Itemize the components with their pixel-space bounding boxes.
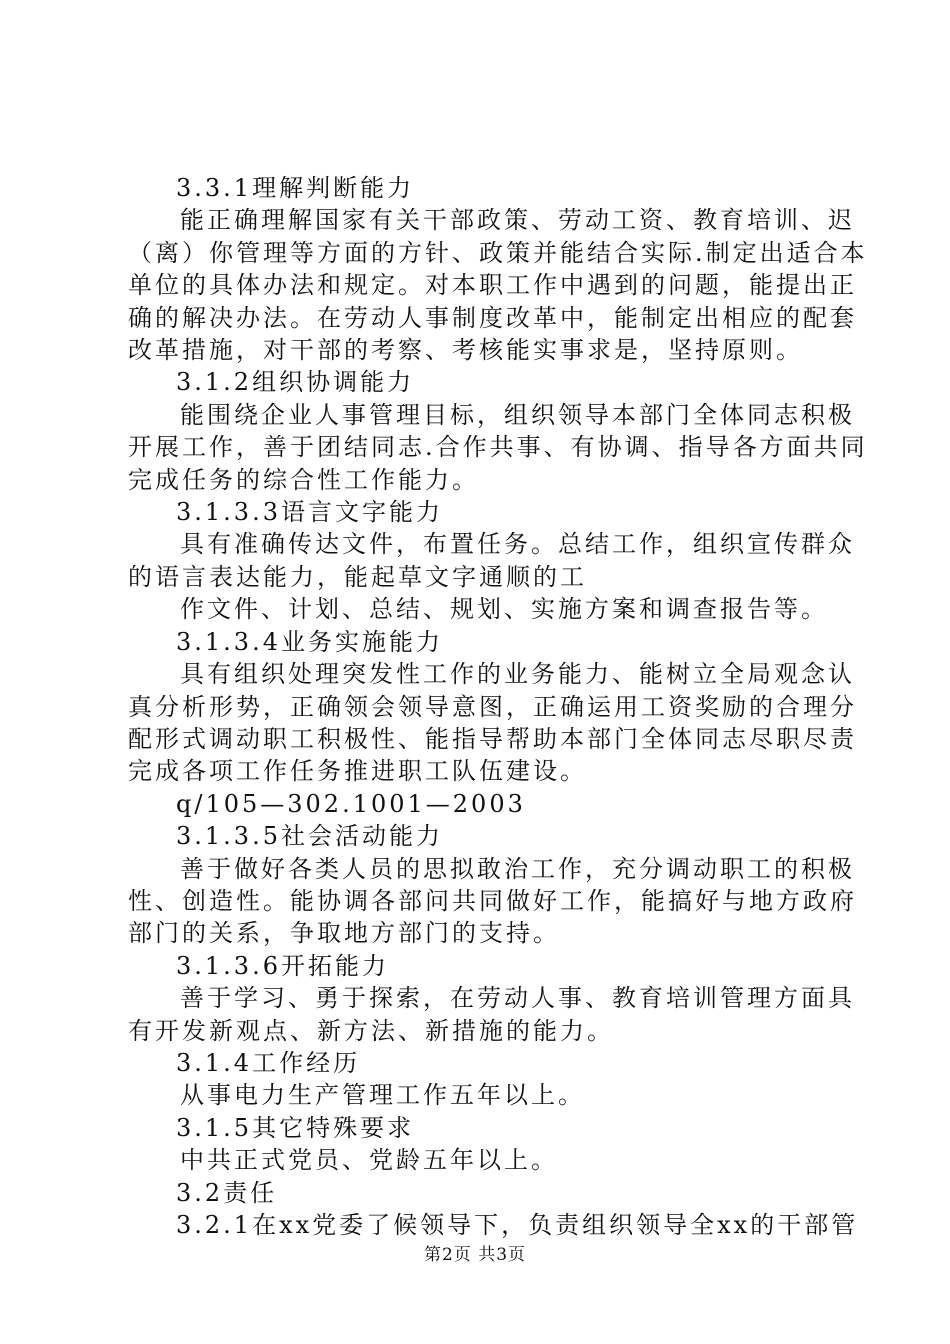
section-heading: 3.3.1理解判断能力 [176,174,415,202]
section-heading: 3.1.3.5社会活动能力 [176,822,443,851]
paragraph-line: 确的解决办法。在劳动人事制度改革中，能制定出相应的配套 [128,303,857,332]
paragraph-line: 性、创造性。能协调各部问共同做好工作，能搞好与地方政府 [128,886,857,915]
paragraph-line: 能围绕企业人事管理目标，组织领导本部门全体同志积极 [180,400,855,429]
paragraph-line: 完成任务的综合性工作能力。 [128,465,479,494]
paragraph-line: 能正确理解国家有关干部政策、劳动工资、教育培训、迟 [180,206,855,235]
paragraph-line: 中共正式党员、党龄五年以上。 [180,1146,558,1175]
paragraph-line: 真分析形势，正确领会领导意图，正确运用工资奖励的合理分 [128,692,857,721]
paragraph-line: 的语言表达能力，能起草文字通顺的工 [128,562,587,591]
paragraph-line: 作文件、计划、总结、规划、实施方案和调查报告等。 [180,595,828,624]
paragraph-line: 具有组织处理突发性工作的业务能力、能树立全局观念认 [180,660,855,689]
section-heading: 3.1.3.4业务实施能力 [176,627,443,656]
section-heading: 3.1.2组织协调能力 [176,368,415,397]
document-body [128,172,868,1241]
paragraph-line: 完成各项工作任务推进职工队伍建设。 [128,757,587,786]
paragraph-line: 从事电力生产管理工作五年以上。 [180,1081,585,1110]
paragraph-line: 具有准确传达文件，布置任务。总结工作，组织宣传群众 [180,530,855,559]
paragraph-line: 部门的关系，争取地方部门的支持。 [128,919,560,948]
paragraph-line: 单位的具体办法和规定。对本职工作中遇到的问题，能提出正 [128,271,857,300]
paragraph-line: 开展工作，善于团结同志.合作共事、有协调、指导各方面共同 [128,433,868,462]
section-heading: 3.1.3.6开拓能力 [176,951,389,980]
section-heading: 3.1.4工作经历 [176,1048,361,1077]
section-heading: 3.2责任 [176,1178,278,1207]
section-heading: q/105—302.1001—2003 [176,789,526,818]
paragraph-line: 改革措施，对干部的考察、考核能实事求是，坚持原则。 [128,336,803,365]
paragraph-line: 善于学习、勇于探索，在劳动人事、教育培训管理方面具 [180,984,855,1013]
paragraph-line: 有开发新观点、新方法、新措施的能力。 [128,1016,614,1045]
section-heading: 3.2.1在xx党委了候领导下，负责组织领导全xx的干部管 [176,1211,859,1239]
page-footer: 第2页 共3页 [423,1245,527,1265]
paragraph-line: （离）你管理等方面的方针、政策并能结合实际.制定出适合本 [128,238,868,267]
paragraph-line: 配形式调动职工积极性、能指导帮助本部门全体同志尽职尽责 [128,724,857,753]
section-heading: 3.1.5其它特殊要求 [176,1113,415,1142]
paragraph-line: 善于做好各类人员的思拟敢治工作，充分调动职工的积极 [180,854,855,883]
section-heading: 3.1.3.3语言文字能力 [176,498,443,527]
